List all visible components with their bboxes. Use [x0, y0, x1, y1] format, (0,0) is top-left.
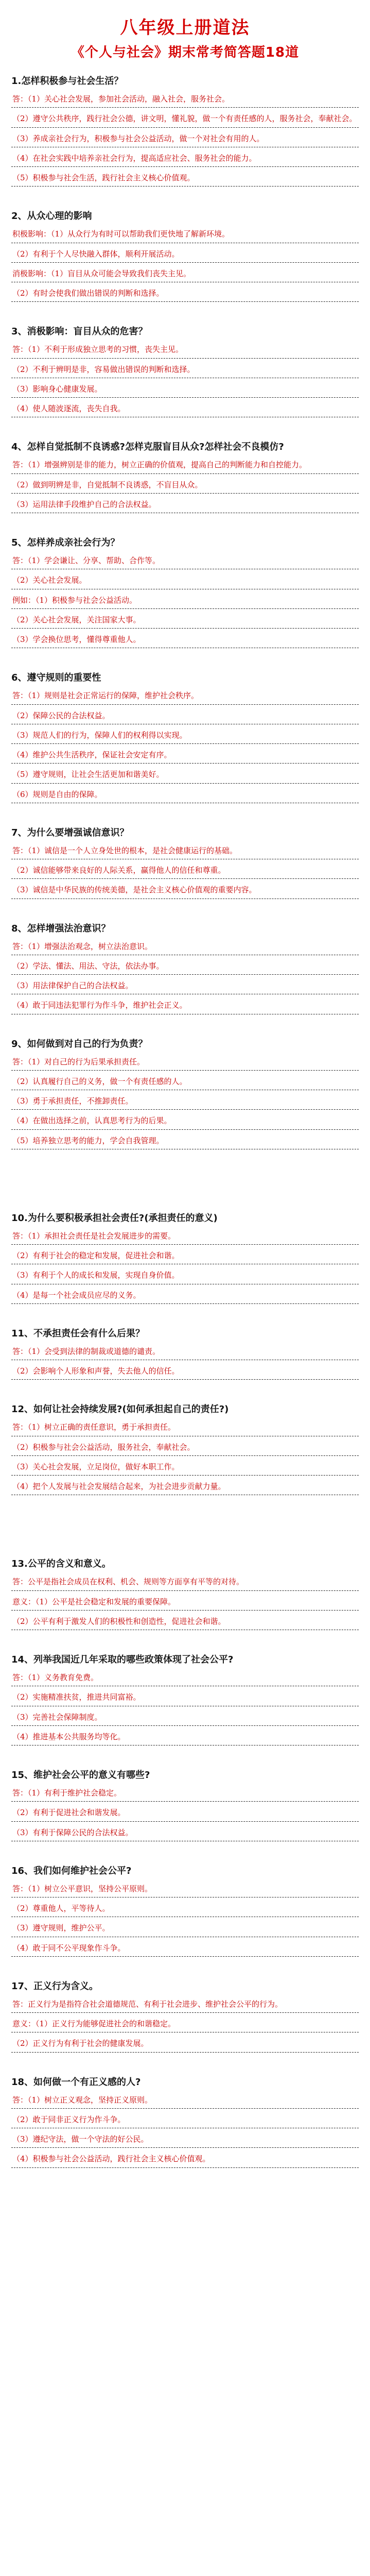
- question-heading: 8、怎样增强法治意识？: [11, 923, 111, 934]
- question-heading: 5、怎样养成亲社会行为？: [11, 537, 120, 548]
- qa-section: [11, 536, 359, 648]
- question-heading: 4、怎样自觉抵制不良诱惑?怎样克服盲目从众?怎样社会不良模仿?: [11, 442, 284, 453]
- answer-line: （3）有利于保障公民的合法权益。: [11, 1825, 359, 1841]
- answer-line: 消极影响：（1）盲目从众可能会导致我们丧失主见。: [11, 266, 359, 282]
- answer-line: （2）不利于辨明是非，容易做出错误的判断和选择。: [11, 362, 359, 378]
- question-heading: 15、维护社会公平的意义有哪些?: [11, 1770, 150, 1781]
- answer-line: （2）做到明辨是非，自觉抵制不良诱惑，不盲目从众。: [11, 477, 359, 494]
- qa-section: [11, 1037, 359, 1149]
- question-heading: 16、我们如何维护社会公平?: [11, 1865, 132, 1876]
- question-heading: 6、遵守规则的重要性: [11, 672, 101, 684]
- answer-line: 答：（1）规则是社会正常运行的保障，维护社会秩序。: [11, 688, 359, 704]
- question-heading: 11、不承担责任会有什么后果？: [11, 1328, 145, 1339]
- question-heading: 7、为什么要增强诚信意识？: [11, 827, 129, 838]
- answer-line: （3）完善社会保障制度。: [11, 1709, 359, 1726]
- question-heading: 17、正义行为含义。: [11, 1980, 99, 1992]
- qa-section: [11, 440, 359, 513]
- answer-line: （4）积极参与社会公益活动，践行社会主义核心价值观。: [11, 2151, 359, 2167]
- answer-line: 例如：（1）积极参与社会公益活动。: [11, 592, 359, 609]
- answer-line: （2）会影响个人形象和声誉，失去他人的信任。: [11, 1363, 359, 1380]
- question-heading: 2、从众心理的影响: [11, 211, 92, 222]
- answer-line: （3）学会换位思考，懂得尊重他人。: [11, 632, 359, 648]
- answer-line: （3）遵纪守法，做一个守法的好公民。: [11, 2131, 359, 2148]
- answer-line: 答：（1）对自己的行为后果承担责任。: [11, 1054, 359, 1071]
- answer-line: （4）敢于同违法犯罪行为作斗争，维护社会正义。: [11, 997, 359, 1014]
- answer-line: （2）积极参与社会公益活动，服务社会，奉献社会。: [11, 1439, 359, 1456]
- answer-line: （2）敢于同非正义行为作斗争。: [11, 2112, 359, 2128]
- answer-line: （2）认真履行自己的义务，做一个有责任感的人。: [11, 1074, 359, 1090]
- qa-section: [11, 826, 359, 899]
- answer-line: （3）有利于个人的成长和发展，实现自身价值。: [11, 1267, 359, 1284]
- question-heading: 14、列举我国近几年采取的哪些政策体现了社会公平?: [11, 1654, 234, 1665]
- answer-line: 答：（1）学会谦让、分享、帮助、合作等。: [11, 553, 359, 569]
- qa-list: [11, 74, 359, 2168]
- answer-line: 答：（1）义务教育免费。: [11, 1670, 359, 1686]
- answer-line: （5）培养独立思考的能力，学会自我管理。: [11, 1133, 359, 1149]
- answer-line: 答：正义行为是指符合社会道德规范、有利于社会进步、维护社会公平的行为。: [11, 1996, 359, 2013]
- qa-section: [11, 1327, 359, 1380]
- answer-line: （4）是每一个社会成员应尽的义务。: [11, 1287, 359, 1304]
- answer-line: 答：（1）承担社会责任是社会发展进步的需要。: [11, 1228, 359, 1245]
- answer-line: （4）在社会实践中培养亲社会行为，提高适应社会、服务社会的能力。: [11, 150, 359, 167]
- question-heading: 1.怎样积极参与社会生活？: [11, 76, 124, 87]
- answer-line: 答：（1）关心社会发展，参加社会活动，融入社会，服务社会。: [11, 91, 359, 108]
- answer-line: （2）遵守公共秩序，践行社会公德，讲文明，懂礼貌，做一个有责任感的人，服务社会，奉献社会。: [11, 111, 359, 127]
- answer-line: （2）保障公民的合法权益。: [11, 708, 359, 724]
- answer-line: 答：（1）树立正义观念，坚持正义原则。: [11, 2092, 359, 2109]
- answer-line: 答：公平是指社会成员在权利、机会、规则等方面享有平等的对待。: [11, 1574, 359, 1590]
- answer-line: 答：（1）增强辨别是非的能力，树立正确的价值观，提高自己的判断能力和自控能力。: [11, 457, 359, 473]
- answer-line: （3）影响身心健康发展。: [11, 381, 359, 398]
- answer-line: 积极影响：（1）从众行为有时可以帮助我们更快地了解新环境。: [11, 226, 359, 243]
- answer-line: （2）尊重他人，平等待人。: [11, 1901, 359, 1917]
- answer-line: 意义：（1）公平是社会稳定和发展的重要保障。: [11, 1594, 359, 1611]
- answer-line: （5）积极参与社会生活，践行社会主义核心价值观。: [11, 170, 359, 187]
- answer-line: （2）有利于促进社会和谐发展。: [11, 1805, 359, 1821]
- qa-section: [11, 1557, 359, 1630]
- answer-line: 答：（1）诚信是一个人立身处世的根本，是社会健康运行的基础。: [11, 843, 359, 859]
- answer-line: （2）公平有利于激发人们的积极性和创造性，促进社会和谐。: [11, 1614, 359, 1630]
- answer-line: （3）用法律保护自己的合法权益。: [11, 978, 359, 994]
- answer-line: （5）遵守规则，让社会生活更加和谐美好。: [11, 767, 359, 783]
- answer-line: 答：（1）会受到法律的制裁或道德的谴责。: [11, 1344, 359, 1360]
- qa-section: [11, 1768, 359, 1841]
- qa-section: [11, 325, 359, 417]
- answer-line: （2）有时会使我们做出错误的判断和选择。: [11, 285, 359, 302]
- answer-line: （4）推进基本公共服务均等化。: [11, 1729, 359, 1745]
- answer-line: （4）维护公共生活秩序，保证社会安定有序。: [11, 747, 359, 764]
- answer-line: （3）规范人们的行为，保障人们的权利得以实现。: [11, 727, 359, 744]
- answer-line: （3）诚信是中华民族的传统美德，是社会主义核心价值观的重要内容。: [11, 882, 359, 899]
- page-subtitle: 《个人与社会》期末常考简答题18道: [71, 45, 299, 60]
- qa-section: [11, 209, 359, 302]
- answer-line: （2）有利于个人尽快融入群体，顺利开展活动。: [11, 246, 359, 263]
- qa-section: [11, 671, 359, 803]
- answer-line: （3）养成亲社会行为，积极参与社会公益活动，做一个对社会有用的人。: [11, 131, 359, 147]
- answer-line: 答：（1）有利于维护社会稳定。: [11, 1785, 359, 1802]
- answer-line: （2）有利于社会的稳定和发展，促进社会和谐。: [11, 1248, 359, 1264]
- answer-line: （2）学法、懂法、用法、守法，依法办事。: [11, 958, 359, 975]
- qa-section: [11, 2075, 359, 2168]
- answer-line: （3）运用法律手段维护自己的合法权益。: [11, 497, 359, 513]
- qa-section: [11, 1402, 359, 1495]
- qa-section: [11, 922, 359, 1014]
- qa-section: [11, 1979, 359, 2053]
- answer-line: （6）规则是自由的保障。: [11, 787, 359, 803]
- answer-line: 答：（1）增强法治观念，树立法治意识。: [11, 939, 359, 955]
- question-heading: 3、消极影响：盲目从众的危害？: [11, 326, 148, 337]
- question-heading: 10.为什么要积极承担社会责任?(承担责任的意义): [11, 1212, 218, 1224]
- qa-section: [11, 1653, 359, 1745]
- question-heading: 13.公平的含义和意义。: [11, 1558, 111, 1570]
- answer-line: （2）诚信能够带来良好的人际关系，赢得他人的信任和尊重。: [11, 862, 359, 879]
- answer-line: （2）关心社会发展。: [11, 572, 359, 589]
- answer-line: （2）关心社会发展，关注国家大事。: [11, 612, 359, 629]
- answer-line: （4）使人随波逐流，丧失自我。: [11, 401, 359, 417]
- answer-line: （3）关心社会发展，立足岗位，做好本职工作。: [11, 1459, 359, 1476]
- answer-line: （4）敢于同不公平现象作斗争。: [11, 1940, 359, 1957]
- answer-line: 答：（1）树立正确的责任意识，勇于承担责任。: [11, 1419, 359, 1436]
- question-heading: 9、如何做到对自己的行为负责？: [11, 1038, 148, 1049]
- answer-line: 答：（1）树立公平意识，坚持公平原则。: [11, 1881, 359, 1897]
- qa-section: [11, 1211, 359, 1304]
- answer-line: （4）把个人发展与社会发展结合起来，为社会进步贡献力量。: [11, 1479, 359, 1495]
- answer-line: 答：（1）不利于形成独立思考的习惯，丧失主见。: [11, 342, 359, 358]
- answer-line: （2）正义行为有利于社会的健康发展。: [11, 2036, 359, 2052]
- answer-line: （3）勇于承担责任，不推卸责任。: [11, 1093, 359, 1110]
- question-heading: 12、如何让社会持续发展?(如何承担起自己的责任?): [11, 1404, 229, 1415]
- qa-section: [11, 1864, 359, 1957]
- answer-line: （2）实施精准扶贫，推进共同富裕。: [11, 1689, 359, 1706]
- qa-section: [11, 74, 359, 187]
- answer-line: 意义：（1）正义行为能够促进社会的和谐稳定。: [11, 2016, 359, 2032]
- answer-line: （3）遵守规则，维护公平。: [11, 1920, 359, 1937]
- page-title: 八年级上册道法: [120, 18, 250, 38]
- answer-line: （4）在做出选择之前，认真思考行为的后果。: [11, 1113, 359, 1129]
- question-heading: 18、如何做一个有正义感的人?: [11, 2076, 141, 2088]
